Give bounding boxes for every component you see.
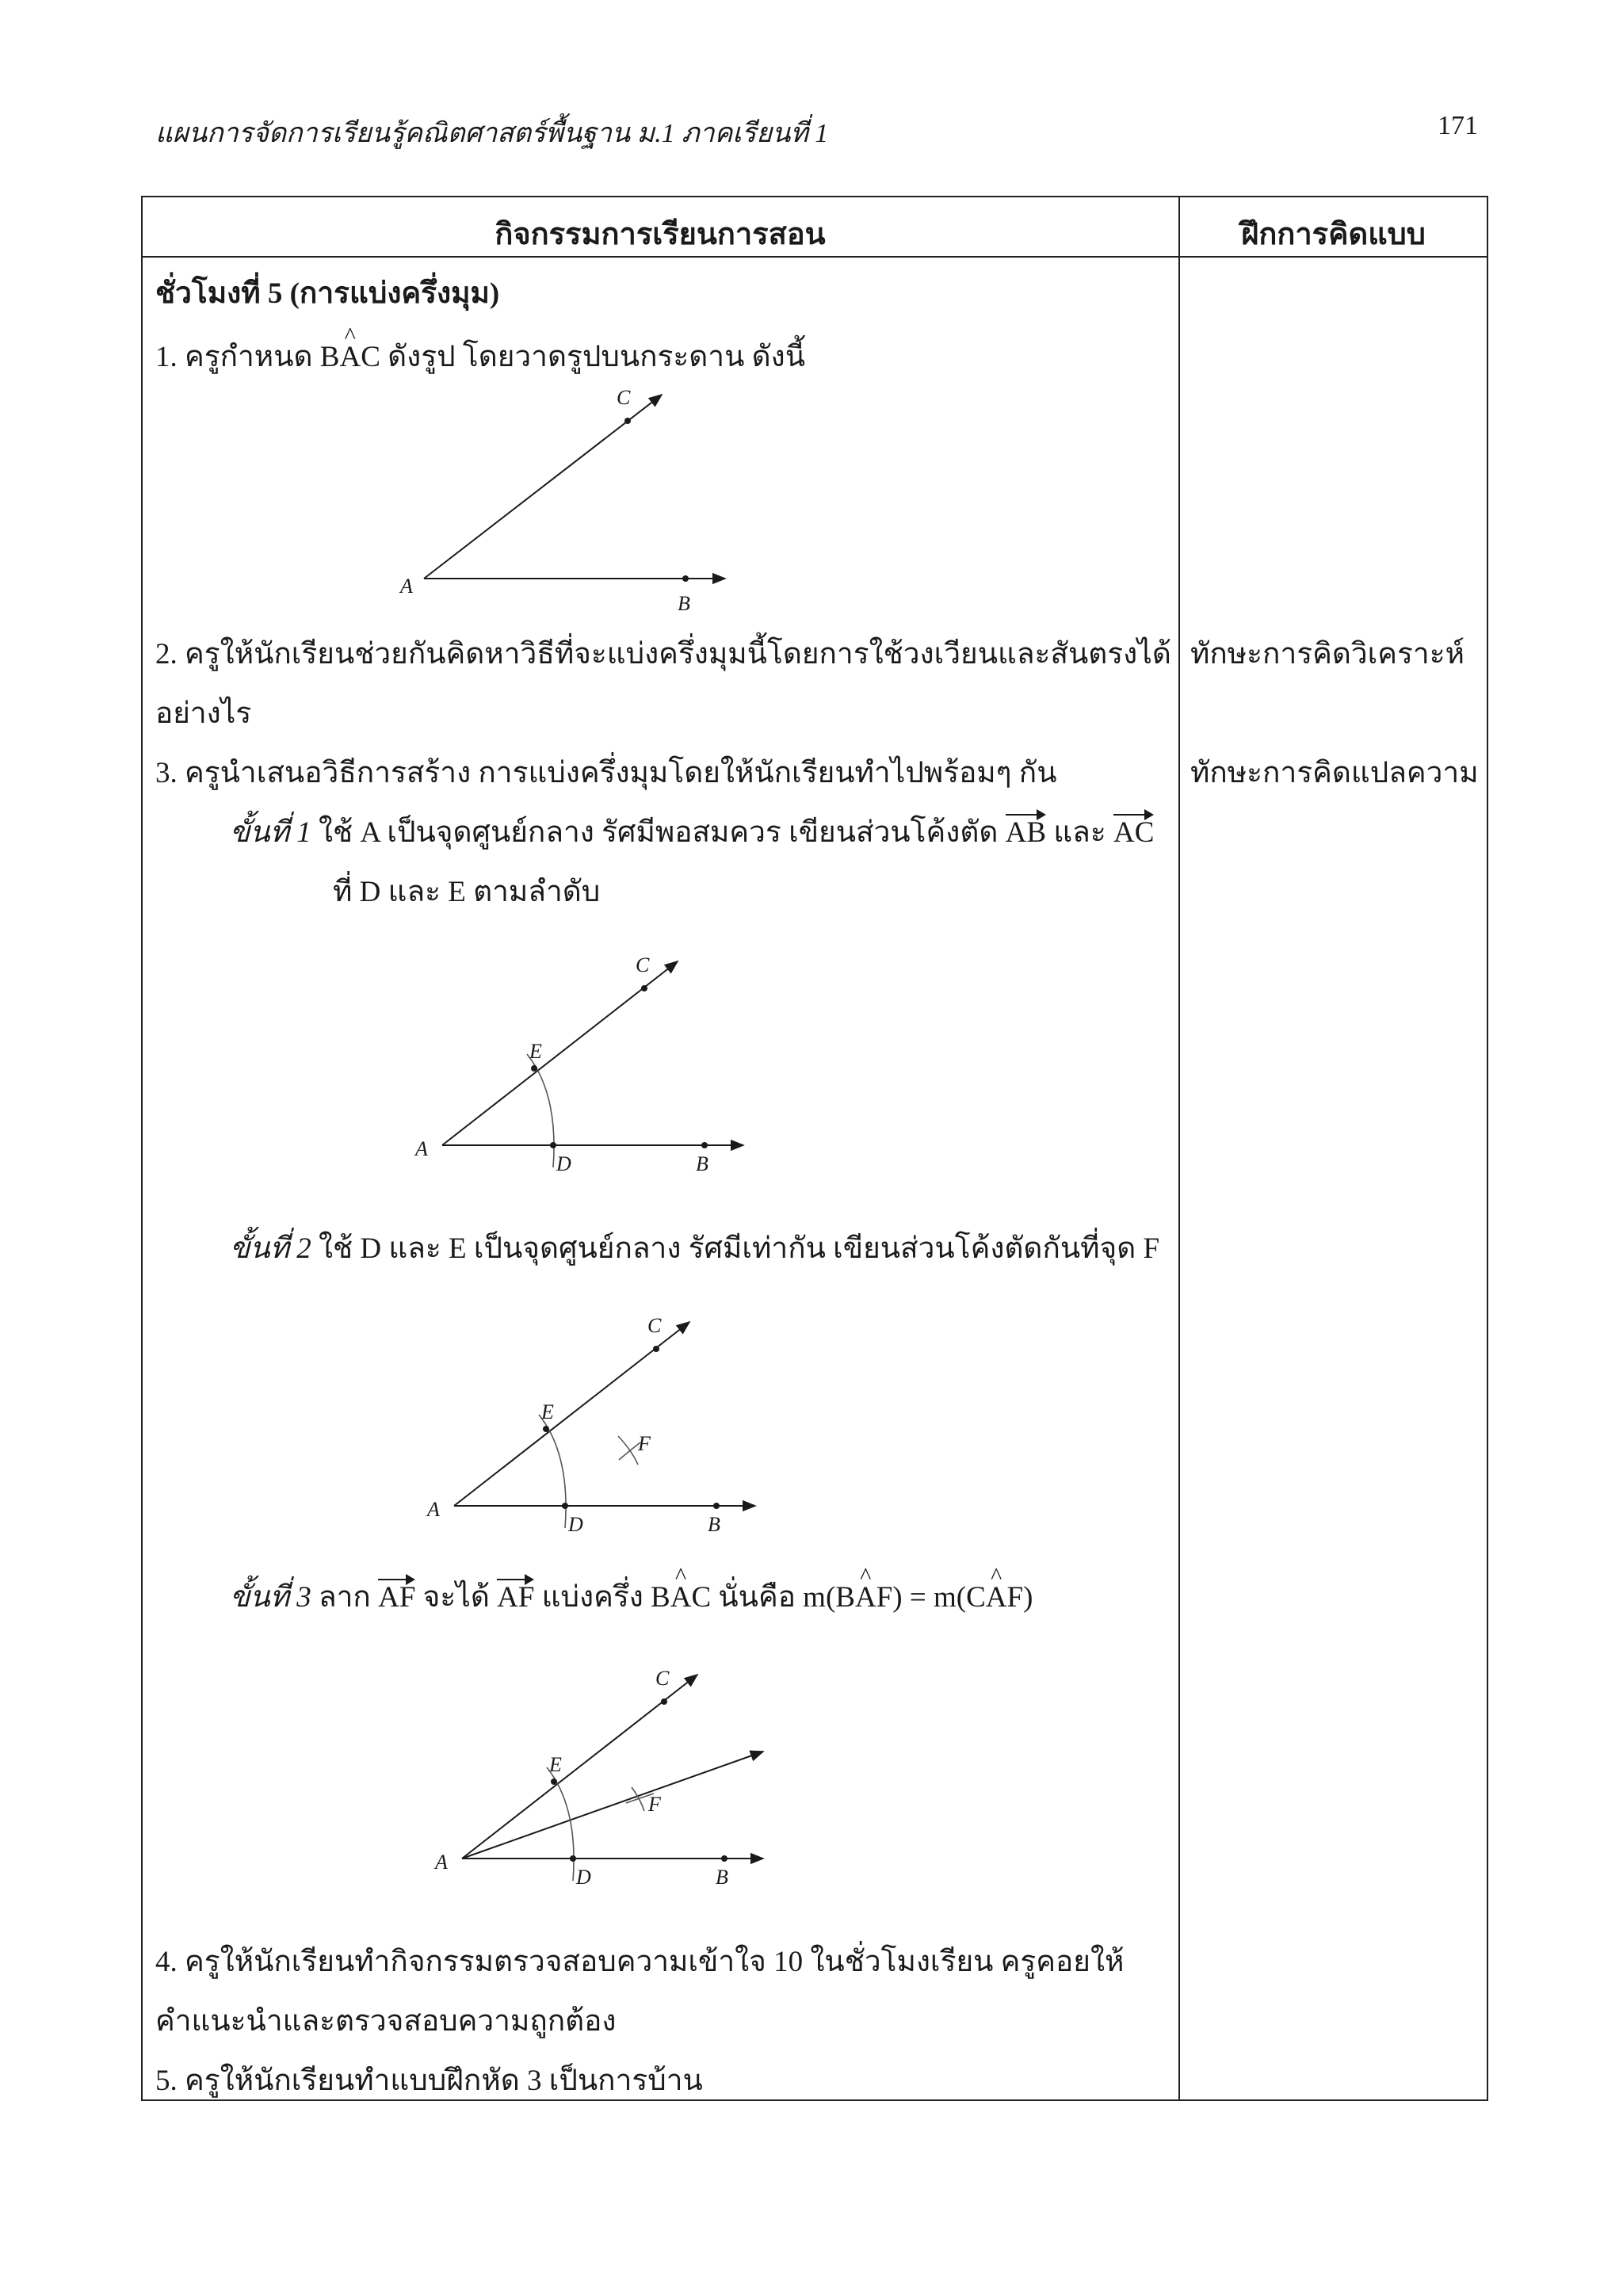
label-c: C	[636, 953, 650, 976]
item-1	[155, 333, 805, 380]
column-header-thinking: ฝึกการคิดแบบ	[1241, 218, 1426, 251]
ray-af-result: AF	[497, 1577, 534, 1614]
label-a: A	[435, 1851, 448, 1874]
label-b: B	[678, 592, 690, 615]
label-f: F	[648, 1793, 661, 1816]
item-2-line-1: 2. ครูให้นักเรียนช่วยกันคิดหาวิธีที่จะแบ่งครึ่งมุมนี้โดยการใช้วงเวียนและสันตรงได้	[155, 638, 1171, 670]
step-1-label: ขั้นที่ 1	[230, 816, 311, 849]
angle-caf: CA ^F	[966, 1581, 1023, 1614]
column-header-activities: กิจกรรมการเรียนการสอน	[495, 218, 826, 251]
label-d: D	[556, 1152, 571, 1175]
figure-step-3	[432, 1660, 796, 1898]
angle-bac-step3: BA ^C	[651, 1581, 711, 1614]
item-1-text-pre: 1. ครูกำหนด	[155, 341, 320, 373]
label-a: A	[415, 1137, 428, 1160]
label-a: A	[427, 1498, 440, 1521]
label-b: B	[716, 1866, 728, 1889]
step-3-label: ขั้นที่ 3	[230, 1581, 311, 1614]
figure-step-1	[412, 947, 769, 1185]
item-4-line-1: 4. ครูให้นักเรียนทำกิจกรรมตรวจสอบความเข้าใจ 10 ในชั่วโมงเรียน ครูคอยให้	[155, 1946, 1125, 1978]
ray-ac: AC	[1113, 812, 1154, 850]
label-f: F	[638, 1432, 651, 1455]
side-note-interpretation: ทักษะการคิดแปลความ	[1190, 757, 1479, 789]
label-c: C	[655, 1667, 670, 1690]
angle-bac: BA ^C	[320, 341, 380, 373]
item-4-line-2: คำแนะนำและตรวจสอบความถูกต้อง	[155, 2005, 617, 2038]
label-a: A	[400, 575, 413, 598]
column-divider	[1178, 196, 1180, 2101]
step-1-line-2: ที่ D และ E ตามลำดับ	[333, 876, 601, 908]
page-number: 171	[1438, 111, 1478, 140]
label-e: E	[529, 1040, 542, 1063]
ray-af: AF	[378, 1577, 415, 1614]
item-5: 5. ครูให้นักเรียนทำแบบฝึกหัด 3 เป็นการบ้าน	[155, 2065, 703, 2097]
angle-baf: BA ^F	[835, 1581, 892, 1614]
side-note-analysis: ทักษะการคิดวิเคราะห์	[1190, 638, 1465, 670]
figure-angle-bac	[392, 380, 749, 618]
step-1: ขั้นที่ 1 ใช้ A เป็นจุดศูนย์กลาง รัศมีพอสมควร เขียนส่วนโค้งตัด AB และ AC	[230, 808, 1154, 855]
lesson-table	[141, 196, 1488, 2101]
ray-ab: AB	[1006, 812, 1046, 850]
label-e: E	[541, 1400, 554, 1423]
label-b: B	[708, 1513, 720, 1536]
item-1-text-post: ดังรูป โดยวาดรูปบนกระดาน ดังนี้	[380, 341, 806, 373]
step-2-label: ขั้นที่ 2	[230, 1232, 311, 1265]
label-c: C	[617, 386, 631, 409]
step-2: ขั้นที่ 2 ใช้ D และ E เป็นจุดศูนย์กลาง รัศมีเท่ากัน เขียนส่วนโค้งตัดกันที่จุด F	[230, 1232, 1160, 1265]
label-c: C	[647, 1314, 662, 1337]
label-d: D	[568, 1513, 583, 1536]
figure-step-2	[424, 1308, 781, 1545]
label-b: B	[696, 1152, 708, 1175]
hour-title: ชั่วโมงที่ 5 (การแบ่งครึ่งมุม)	[155, 277, 500, 310]
step-3: ขั้นที่ 3 ลาก AF จะได้ AF แบ่งครึ่ง BA ^C นั่นคือ m(BA ^F) = m(CA ^F)	[230, 1573, 1033, 1620]
item-3: 3. ครูนำเสนอวิธีการสร้าง การแบ่งครึ่งมุมโดยให้นักเรียนทำไปพร้อมๆ กัน	[155, 757, 1057, 789]
label-e: E	[549, 1753, 562, 1776]
label-d: D	[576, 1866, 591, 1889]
item-2-line-2: อย่างไร	[155, 697, 252, 730]
page-header-title: แผนการจัดการเรียนรู้คณิตศาสตร์พื้นฐาน ม.1 ภาคเรียนที่ 1	[155, 119, 829, 148]
